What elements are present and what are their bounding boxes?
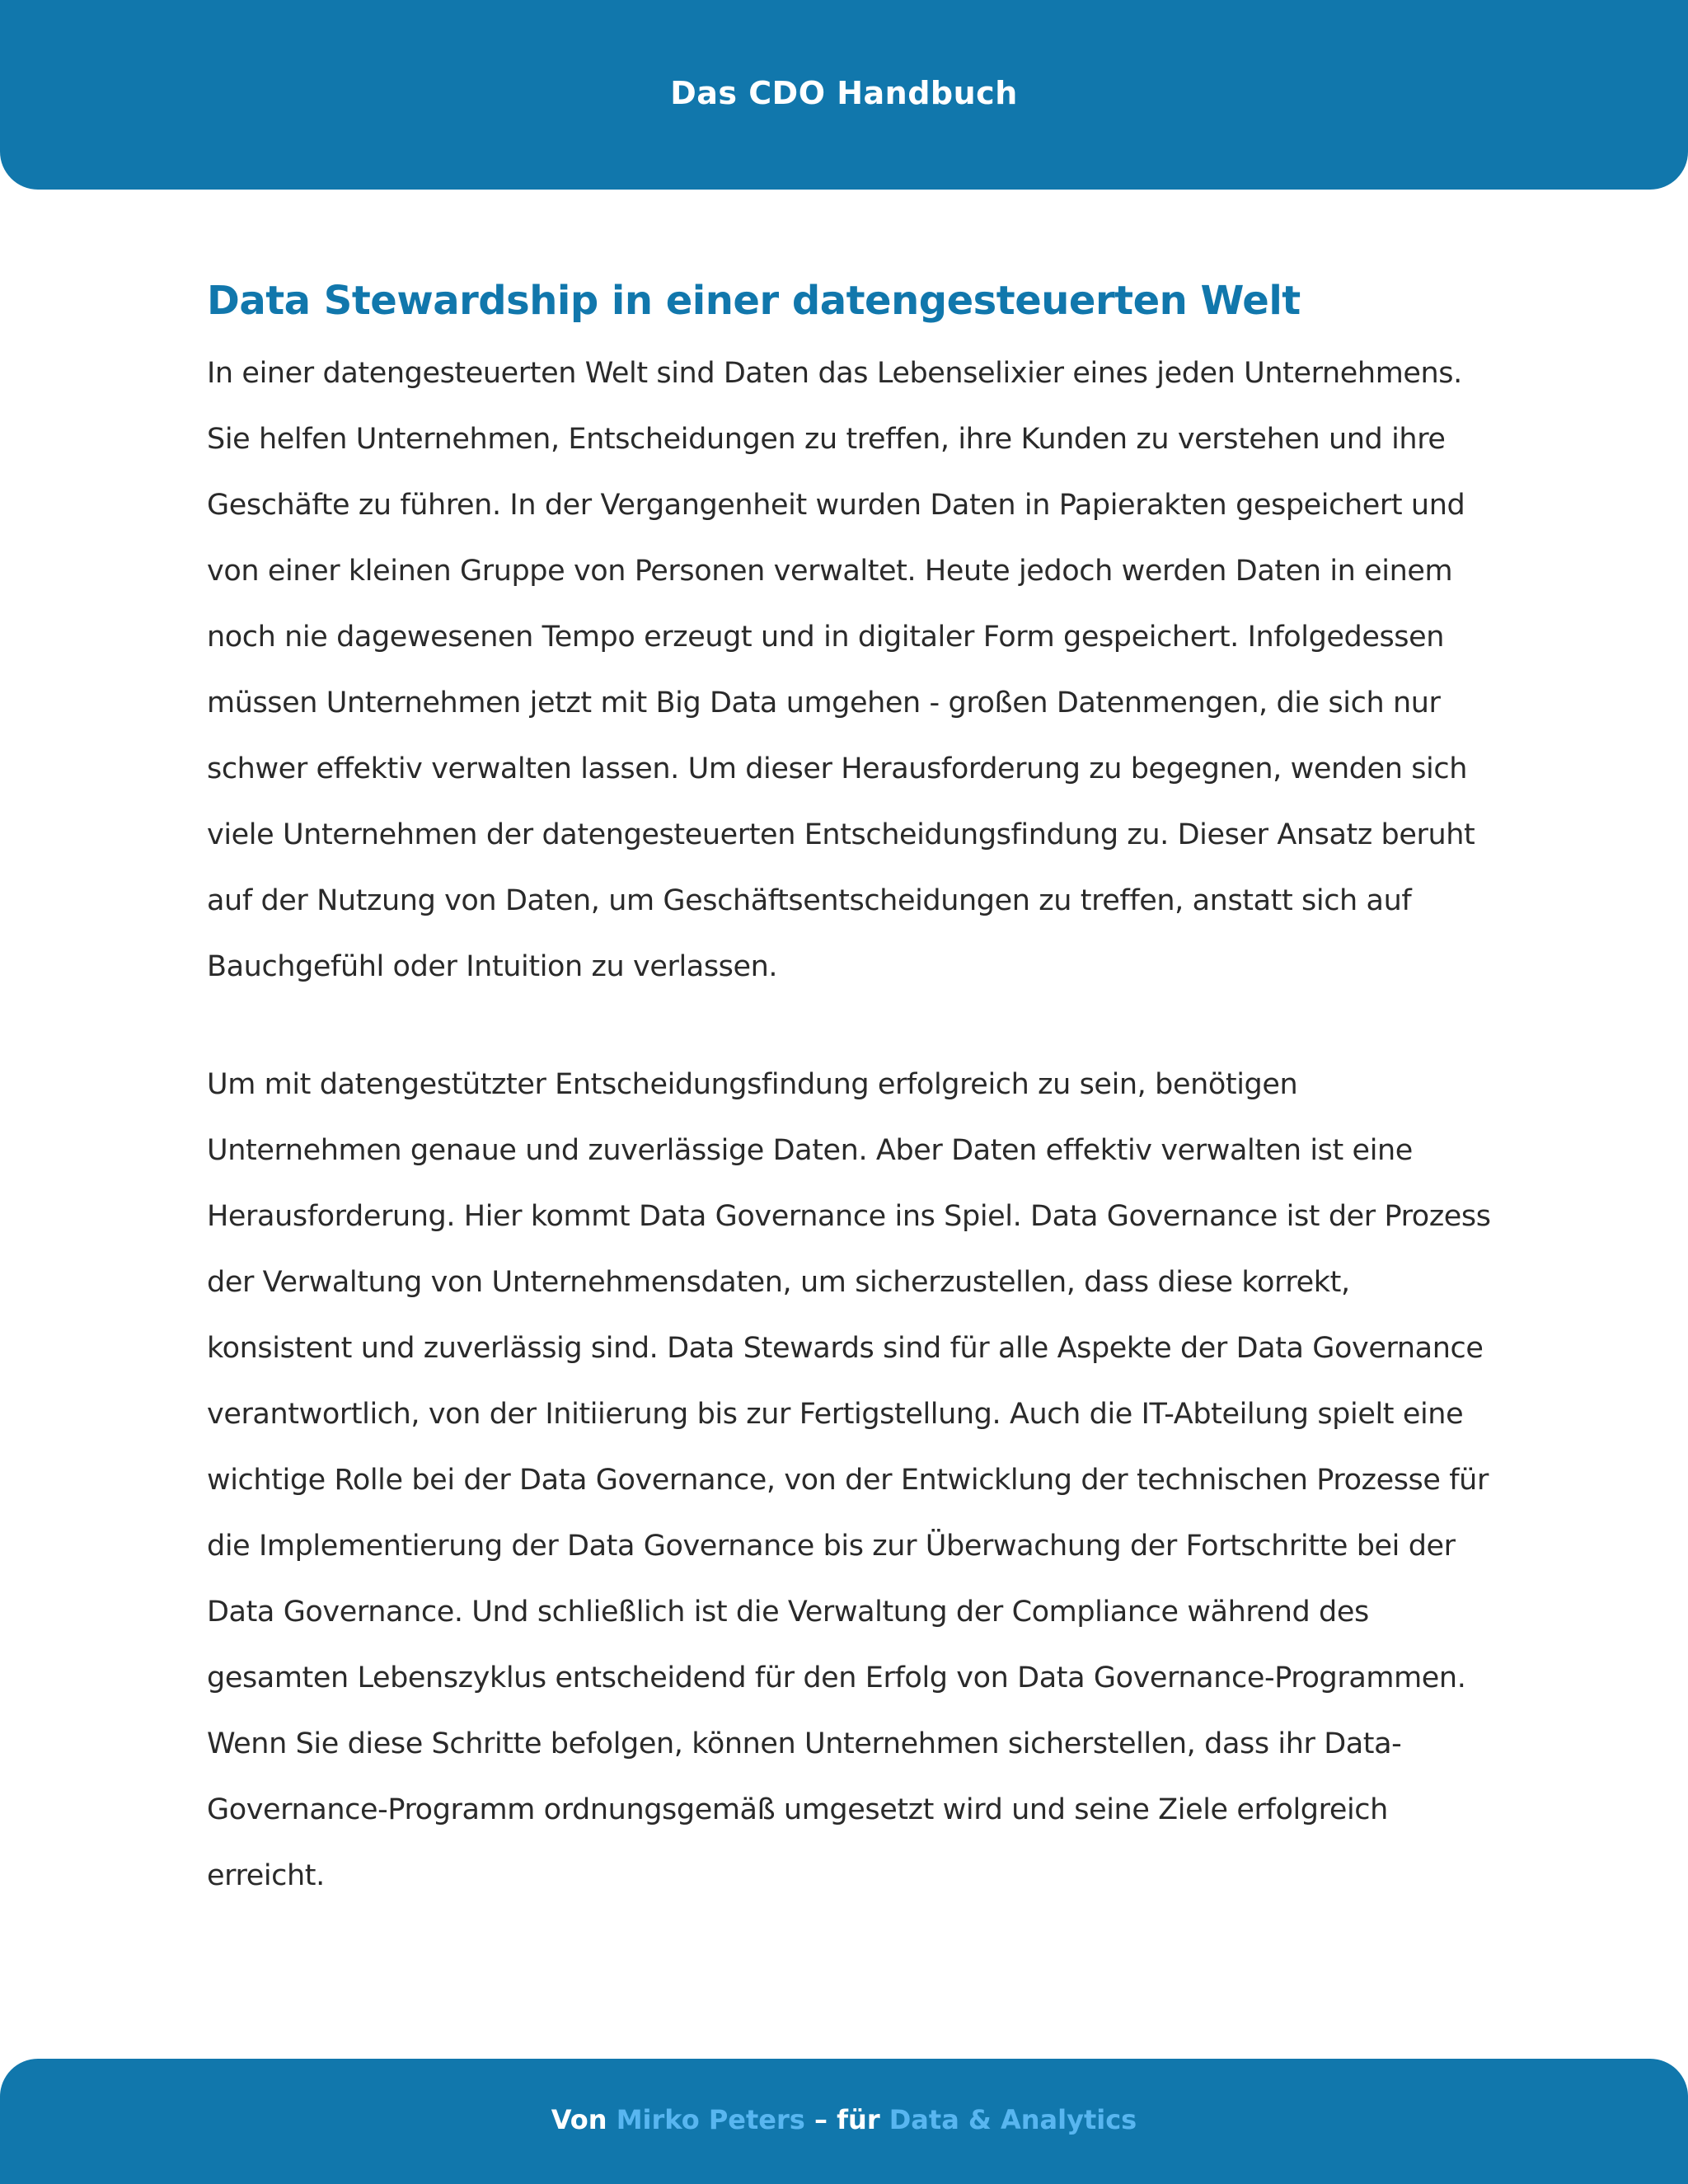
- section-heading: Data Stewardship in einer datengesteuerten Welt: [207, 278, 1301, 324]
- article-body: [207, 272, 1493, 1909]
- footer-credit: [0, 2099, 1688, 2140]
- book-title: Das CDO Handbuch: [670, 75, 1018, 111]
- footer-organization-link[interactable]: Data & Analytics: [889, 2104, 1137, 2135]
- page-header: [0, 0, 1688, 190]
- footer-prefix: Von: [551, 2104, 607, 2135]
- page-footer: [0, 2059, 1688, 2184]
- footer-separator: – für: [814, 2104, 880, 2135]
- footer-author-link[interactable]: Mirko Peters: [616, 2104, 805, 2135]
- article-paragraph-2: Um mit datengestützter Entscheidungsfindung erfolgreich zu sein, benötigen Unternehmen genaue und zuverlässige Daten. Aber Daten effektiv verwalten ist eine Herausforderung. Hier kommt Data Governance ins Spiel. Data Governance ist der Prozess der Verwaltung von Unternehmensdaten, um sicherzustellen, dass diese korrekt, konsistent und zuverlässig sind. Data Stewards sind für alle Aspekte der Data Governance verantwortlich, von der Initiierung bis zur Fertigstellung. Auch die IT-Abteilung spielt eine wichtige Rolle bei der Data Governance, von der Entwicklung der technischen Prozesse für die Implementierung der Data Governance bis zur Überwachung der Fortschritte bei der Data Governance. Und schließlich ist die Verwaltung der Compliance während des gesamten Lebenszyklus entscheidend für den Erfolg von Data Governance-Programmen. Wenn Sie diese Schritte befolgen, können Unternehmen sicherstellen, dass ihr Data-Governance-Programm ordnungsgemäß umgesetzt wird und seine Ziele erfolgreich erreicht.: [207, 1068, 1491, 1892]
- article-paragraph-1: In einer datengesteuerten Welt sind Daten das Lebenselixier eines jeden Unternehmens. Sie helfen Unternehmen, Entscheidungen zu treffen, ihre Kunden zu verstehen und ihre Geschäfte zu führen. In der Vergangenheit wurden Daten in Papierakten gespeichert und von einer kleinen Gruppe von Personen verwaltet. Heute jedoch werden Daten in einem noch nie dagewesenen Tempo erzeugt und in digitaler Form gespeichert. Infolgedessen müssen Unternehmen jetzt mit Big Data umgehen - großen Datenmengen, die sich nur schwer effektiv verwalten lassen. Um dieser Herausforderung zu begegnen, wenden sich viele Unternehmen der datengesteuerten Entscheidungsfindung zu. Dieser Ansatz beruht auf der Nutzung von Daten, um Geschäftsentscheidungen zu treffen, anstatt sich auf Bauchgefühl oder Intuition zu verlassen.: [207, 357, 1475, 983]
